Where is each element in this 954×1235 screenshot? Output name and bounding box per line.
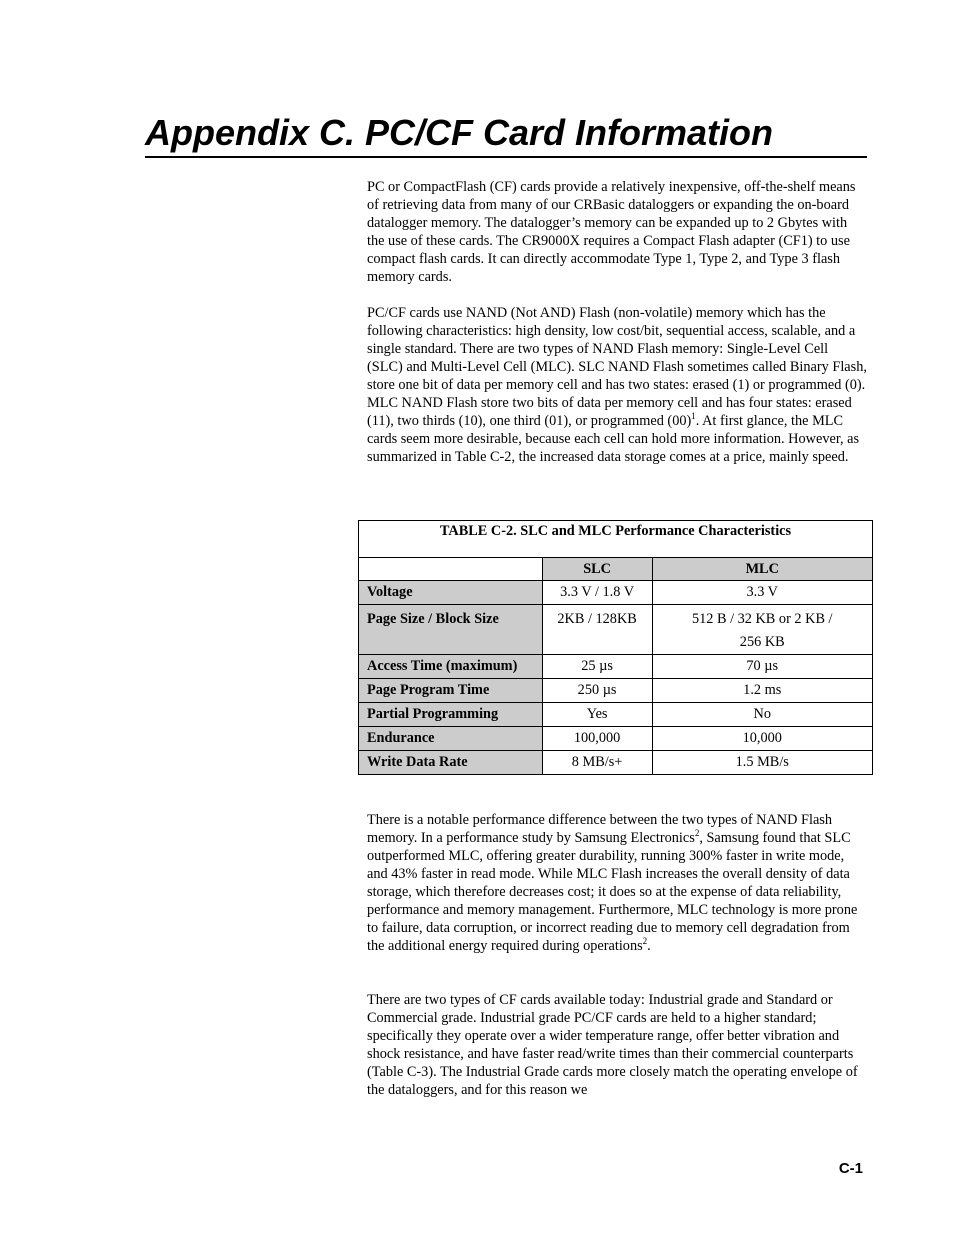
- mlc-value: 3.3 V: [652, 581, 873, 605]
- table-row: [359, 751, 873, 775]
- mlc-value: 1.2 ms: [652, 679, 873, 703]
- table-row: [359, 703, 873, 727]
- slc-value: 250 µs: [542, 679, 652, 703]
- row-label: Page Program Time: [359, 679, 543, 703]
- table-row: [359, 581, 873, 605]
- table-row: [359, 655, 873, 679]
- row-label: Write Data Rate: [359, 751, 543, 775]
- paragraph-performance-text-a: There is a notable performance difference between the two types of NAND Flash memory. In a performance study by Samsung Electronics: [367, 812, 833, 846]
- mlc-value: 1.5 MB/s: [652, 751, 873, 775]
- paragraph-intro: [367, 178, 867, 286]
- slc-value: Yes: [542, 703, 652, 727]
- slc-value: 100,000: [542, 727, 652, 751]
- row-label: Partial Programming: [359, 703, 543, 727]
- paragraph-performance-text-b: , Samsung found that SLC outperformed MLC, offering greater durability, running 300% faster in write mode, and 43% faster in read mode. While MLC Flash increases the overall density of data storage, which therefore decreases cost; it does so at the expense of data reliability, performance and memory management. Furthermore, MLC technology is more prone to failure, data corruption, or incorrect reading due to memory cell degradation from the additional energy required during operations: [367, 830, 858, 954]
- mlc-value: 10,000: [652, 727, 873, 751]
- slc-value: 2KB / 128KB: [542, 605, 652, 655]
- mlc-value: No: [652, 703, 873, 727]
- paragraph-nand-text-b: . At first glance, the MLC cards seem more desirable, because each cell can hold more information. However, as summarized in Table C-2, the increased data storage comes at a price, mainly speed.: [367, 413, 860, 465]
- slc-mlc-table: [358, 520, 873, 775]
- table-row: [359, 727, 873, 751]
- row-label: Access Time (maximum): [359, 655, 543, 679]
- mlc-value: 512 B / 32 KB or 2 KB / 256 KB: [652, 605, 873, 655]
- footnote-ref-2b: 2: [642, 936, 648, 947]
- table-header-blank: [359, 558, 543, 581]
- mlc-value: 70 µs: [652, 655, 873, 679]
- slc-value: 25 µs: [542, 655, 652, 679]
- table-row: [359, 679, 873, 703]
- slc-value: 3.3 V / 1.8 V: [542, 581, 652, 605]
- footnote-ref-2: 2: [694, 828, 700, 839]
- table-header-slc: SLC: [542, 558, 652, 581]
- page-number: C-1: [838, 1160, 863, 1177]
- paragraph-performance-text-c: .: [647, 938, 651, 954]
- paragraph-grades-text: There are two types of CF cards available today: Industrial grade and Standard or Commercial grade. Industrial grade PC/CF cards are held to a higher standard; specifically they operate over a wider temperature range, offer better vibration and shock resistance, and have faster read/write times than their commercial counterparts (Table C-3). The Industrial Grade cards more closely match the operating envelope of the dataloggers, and for this reason we: [367, 992, 858, 1098]
- paragraph-nand-text-a: PC/CF cards use NAND (Not AND) Flash (non-volatile) memory which has the following characteristics: high density, low cost/bit, sequential access, scalable, and a single standard. There are two types of NAND Flash memory: Single-Level Cell (SLC) and Multi-Level Cell (MLC). SLC NAND Flash sometimes called Binary Flash, store one bit of data per memory cell and has two states: erased (1) or programmed (0). MLC NAND Flash store two bits of data per memory cell and has four states: erased (11), two thirds (10), one third (01), or programmed (00): [367, 305, 867, 429]
- page-title: Appendix C. PC/CF Card Information: [145, 112, 774, 153]
- title-underline: [145, 156, 867, 158]
- paragraph-nand: [367, 304, 867, 466]
- paragraph-grades: [367, 991, 867, 1099]
- table-caption: TABLE C-2. SLC and MLC Performance Characteristics: [359, 521, 873, 558]
- row-label: Voltage: [359, 581, 543, 605]
- table-header-mlc: MLC: [652, 558, 873, 581]
- slc-value: 8 MB/s+: [542, 751, 652, 775]
- paragraph-performance: [367, 811, 867, 955]
- paragraph-intro-text: PC or CompactFlash (CF) cards provide a relatively inexpensive, off-the-shelf means of retrieving data from many of our CRBasic dataloggers or expanding the on-board datalogger memory. The datalogger’s memory can be expanded up to 2 Gbytes with the use of these cards. The CR9000X requires a Compact Flash adapter (CF1) to use compact flash cards. It can directly accommodate Type 1, Type 2, and Type 3 flash memory cards.: [367, 179, 856, 285]
- row-label: Page Size / Block Size: [359, 605, 543, 655]
- table-row: [359, 605, 873, 655]
- row-label: Endurance: [359, 727, 543, 751]
- footnote-ref-1: 1: [691, 411, 696, 422]
